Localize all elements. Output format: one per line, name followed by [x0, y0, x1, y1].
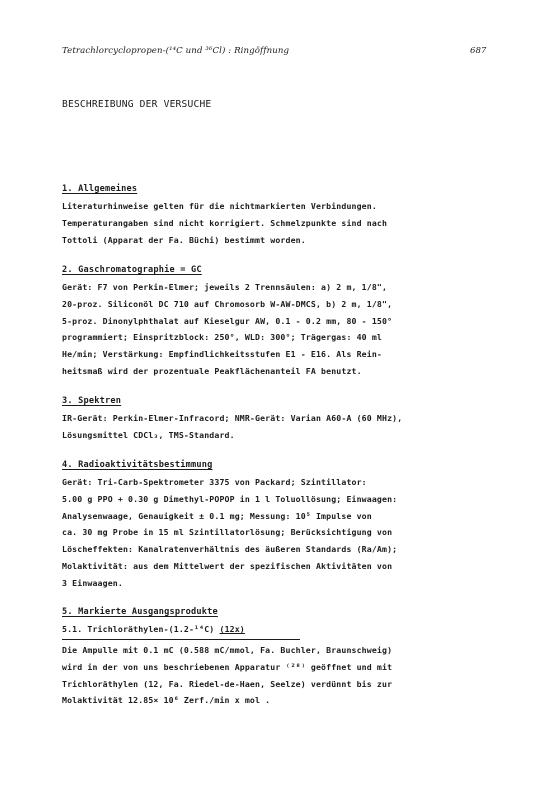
section-title-general: 1. Allgemeines	[62, 184, 138, 194]
text-line: Löscheffekten: Kanalratenverhältnis des äußeren Standards (Ra/Am);	[62, 544, 398, 555]
section-title-labelled-starting-materials: 5. Markierte Ausgangsprodukte	[62, 607, 218, 617]
text-line: IR-Gerät: Perkin-Elmer-Infracord; NMR-Gerät: Varian A60-A (60 MHz),	[62, 413, 403, 423]
text-line: He/min; Verstärkung: Empfindlichkeitsstufen E1 - E16. Als Rein-	[62, 349, 382, 360]
text-line: Analysenwaage, Genauigkeit ± 0.1 mg; Messung: 10⁵ Impulse von	[62, 510, 372, 521]
section-body-labelled-starting-materials	[62, 642, 494, 709]
text-line: Die Ampulle mit 0.1 mC (0.588 mC/mmol, Fa. Buchler, Braunschweig)	[62, 645, 393, 655]
text-line: Gerät: F7 von Perkin-Elmer; jeweils 2 Trennsäulen: a) 2 m, 1/8",	[62, 282, 388, 292]
running-head	[62, 46, 289, 56]
text-line: Lösungsmittel CDCl₃, TMS-Standard.	[62, 429, 235, 440]
section-body-general	[62, 198, 494, 248]
section-heading-experiments: BESCHREIBUNG DER VERSUCHE	[62, 99, 212, 110]
subsection-title: 5.1. Trichloräthylen-(1.2-¹⁴C)	[62, 624, 215, 634]
text-line: wird in der von uns beschriebenen Apparatur ⁽²⁸⁾ geöffnet und mit	[62, 661, 393, 672]
subsection-divider	[62, 639, 300, 640]
text-line: Trichloräthylen (12, Fa. Riedel-de-Haen, Seelze) verdünnt bis zur	[62, 678, 393, 689]
text-line: programmiert; Einspritzblock: 250°, WLD: 300°; Trägergas: 40 ml	[62, 332, 382, 343]
text-line: Gerät: Tri-Carb-Spektrometer 3375 von Packard; Szintillator:	[62, 477, 367, 487]
subsection-title-trichloroethylene	[62, 621, 494, 638]
subsection-title-line	[62, 621, 494, 638]
text-line: Molaktivität 12.85× 10⁶ Zerf./min x mol .	[62, 695, 271, 706]
text-line: 20-proz. Siliconöl DC 710 auf Chromosorb W-AW-DMCS, b) 2 m, 1/8",	[62, 298, 393, 309]
text-line: 5.00 g PPO + 0.30 g Dimethyl-POPOP in 1 l Toluollösung; Einwaagen:	[62, 493, 398, 504]
text-line: heitsmaß wird der prozentuale Peakflächenanteil FA benutzt.	[62, 365, 362, 376]
section-title-radioactivity: 4. Radioaktivitätsbestimmung	[62, 460, 213, 470]
page-number: 687	[470, 46, 487, 56]
section-body-radioactivity	[62, 474, 494, 592]
section-body-spectra	[62, 410, 494, 444]
text-line: ca. 30 mg Probe in 15 ml Szintillatorlösung; Berücksichtigung von	[62, 527, 393, 538]
section-title-gas-chromatography: 2. Gaschromatographie = GC	[62, 265, 202, 275]
text-line: Tottoli (Apparat der Fa. Büchi) bestimmt worden.	[62, 234, 306, 245]
section-body-gas-chromatography	[62, 279, 494, 380]
text-line: 3 Einwaagen.	[62, 577, 123, 588]
text-line: 5-proz. Dinonylphthalat auf Kieselgur AW, 0.1 - 0.2 mm, 80 - 150°	[62, 315, 393, 326]
subsection-compound-ref: (12x)	[219, 624, 245, 634]
running-head-title: Tetrachlorcyclopropen-(¹⁴C und ³⁶Cl) : Ringöffnung	[62, 46, 290, 56]
section-title-spectra: 3. Spektren	[62, 396, 122, 406]
text-line: Molaktivität: aus dem Mittelwert der spezifischen Aktivitäten von	[62, 560, 393, 571]
text-line: Temperaturangaben sind nicht korrigiert. Schmelzpunkte sind nach	[62, 217, 388, 228]
text-line: Literaturhinweise gelten für die nichtmarkierten Verbindungen.	[62, 201, 377, 211]
